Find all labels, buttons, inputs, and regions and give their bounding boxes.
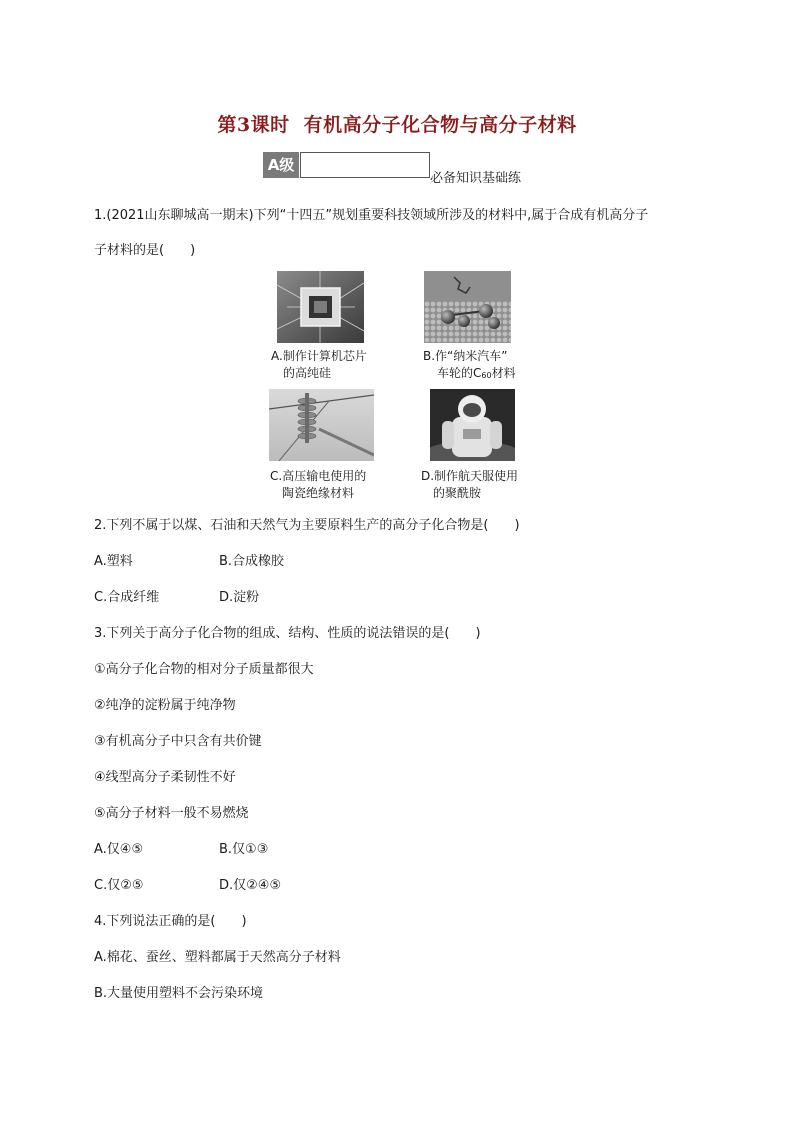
insulator-image xyxy=(269,389,374,461)
page-title xyxy=(0,110,794,137)
q1-option-c-line1: C.高压输电使用的 xyxy=(270,469,367,483)
nano-car-image xyxy=(424,271,511,343)
level-badge: A级 xyxy=(263,152,299,178)
q4-stem: 4.下列说法正确的是( ) xyxy=(94,914,247,929)
q4-option-b: B.大量使用塑料不会污染环境 xyxy=(94,986,264,1001)
q3-option-a: A.仅④⑤ xyxy=(94,842,144,857)
lesson-topic: 有机高分子化合物与高分子材料 xyxy=(303,114,577,136)
q3-statement-5: ⑤高分子材料一般不易燃烧 xyxy=(94,806,249,821)
q1-option-b xyxy=(423,348,516,384)
astronaut-image xyxy=(430,389,515,461)
q3-statement-1: ①高分子化合物的相对分子质量都很大 xyxy=(94,662,314,677)
level-box xyxy=(300,152,430,178)
q3-option-b: B.仅①③ xyxy=(219,842,269,857)
q4-option-a: A.棉花、蚕丝、塑料都属于天然高分子材料 xyxy=(94,950,341,965)
q3-stem: 3.下列关于高分子化合物的组成、结构、性质的说法错误的是( ) xyxy=(94,626,481,641)
q3-statement-2: ②纯净的淀粉属于纯净物 xyxy=(94,698,236,713)
q1-option-d xyxy=(421,468,518,502)
q3-statement-3: ③有机高分子中只含有共价键 xyxy=(94,734,262,749)
q3-statement-4: ④线型高分子柔韧性不好 xyxy=(94,770,236,785)
q3-option-c: C.仅②⑤ xyxy=(94,878,144,893)
q2-option-d: D.淀粉 xyxy=(219,590,260,605)
q1-option-b-line2: 车轮的$C_{60}$材料 xyxy=(437,366,516,380)
q2-option-a: A.塑料 xyxy=(94,554,133,569)
q1-option-c xyxy=(270,468,366,502)
q1-option-a-line2: 的高纯硅 xyxy=(283,366,332,380)
level-caption: 必备知识基础练 xyxy=(430,171,522,186)
chip-image xyxy=(277,271,364,343)
q1-option-a-line1: A.制作计算机芯片 xyxy=(271,349,367,363)
q1-option-b-line1: B.作“纳米汽车” xyxy=(423,349,508,363)
q1-option-a xyxy=(271,348,367,382)
q3-option-d: D.仅②④⑤ xyxy=(219,878,282,893)
lesson-number: 第3课时 xyxy=(217,114,290,136)
q1-option-d-line1: D.制作航天服使用 xyxy=(421,469,519,483)
q1-option-c-line2: 陶瓷绝缘材料 xyxy=(282,486,355,500)
q2-option-c: C.合成纤维 xyxy=(94,590,160,605)
q2-stem: 2.下列不属于以煤、石油和天然气为主要原料生产的高分子化合物是( ) xyxy=(94,518,520,533)
q2-option-b: B.合成橡胶 xyxy=(219,554,285,569)
q1-stem-line1: 1.(2021山东聊城高一期末)下列“十四五”规划重要科技领域所涉及的材料中,属于合成有机高分子 xyxy=(94,208,649,223)
q1-option-d-line2: 的聚酰胺 xyxy=(433,486,482,500)
q1-stem-line2: 子材料的是( ) xyxy=(94,243,196,258)
